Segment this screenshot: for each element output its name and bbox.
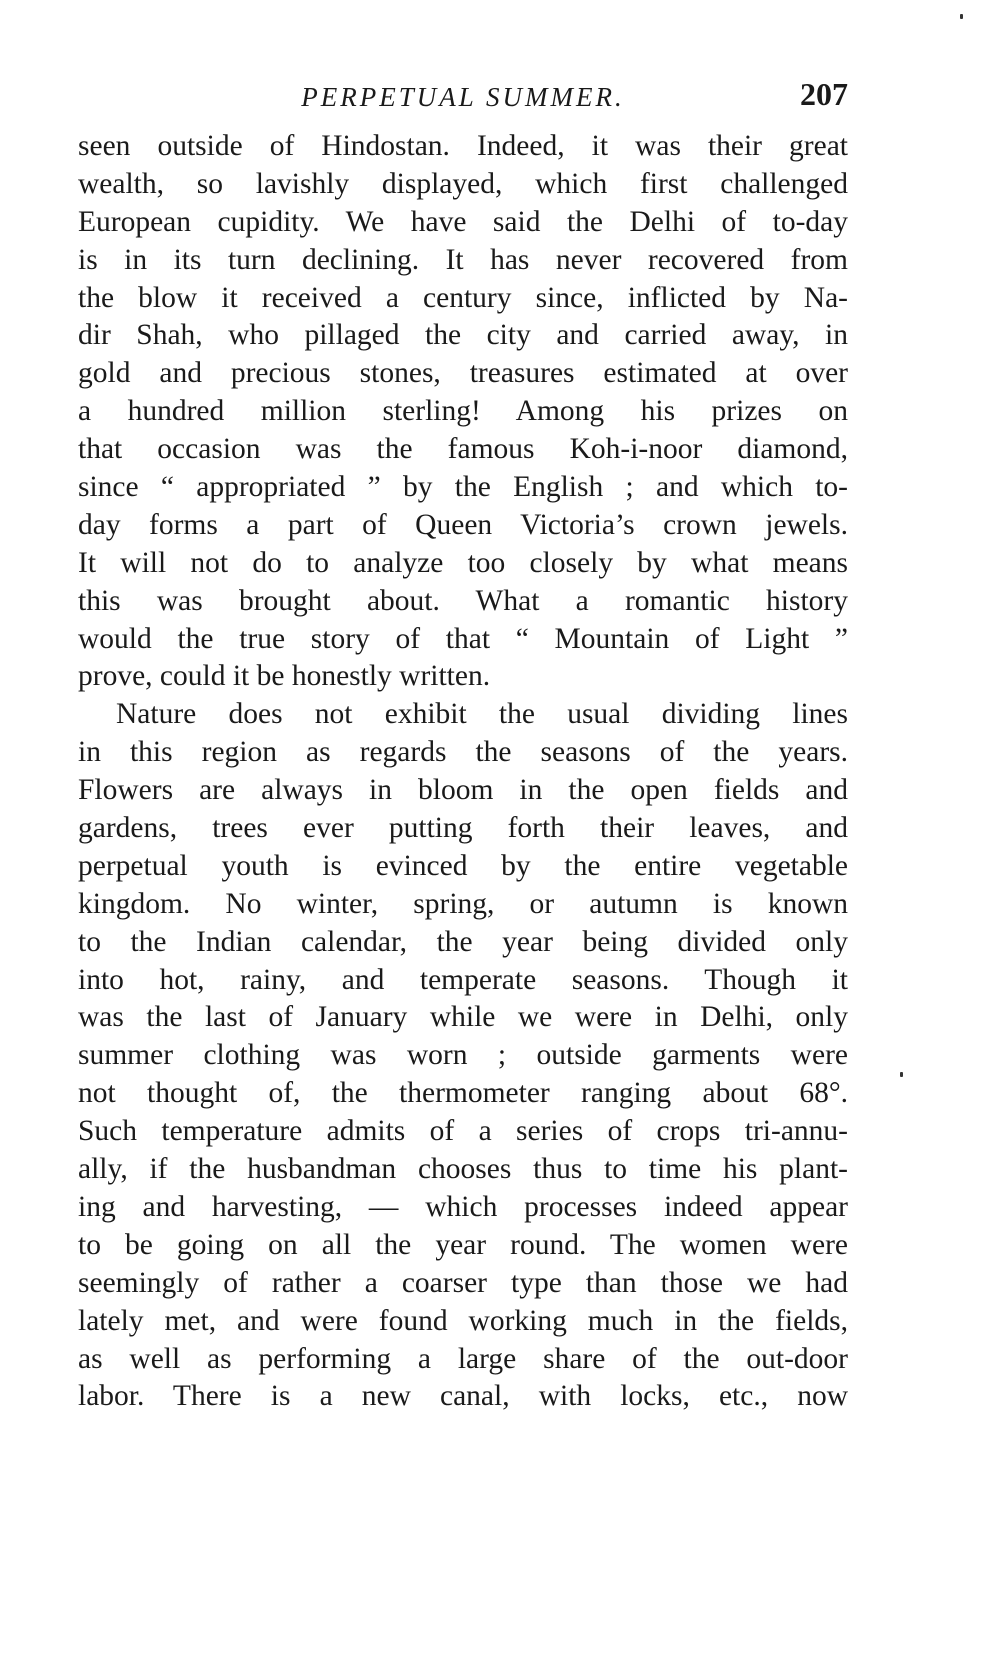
text-line: in this region as regards the seasons of the years.	[78, 736, 848, 769]
text-line: prove, could it be honestly written.	[78, 660, 491, 693]
text-line: gardens, trees ever putting forth their leaves, and	[78, 812, 848, 845]
scan-speck	[960, 14, 963, 19]
text-line: into hot, rainy, and temperate seasons. Though it	[78, 963, 848, 996]
running-title: PERPETUAL SUMMER.	[301, 82, 625, 112]
text-line: gold and precious stones, treasures estimated at over	[78, 357, 848, 390]
text-line: lately met, and were found working much in the fields,	[78, 1304, 848, 1337]
text-line: European cupidity. We have said the Delhi of to-day	[78, 205, 848, 238]
text-line: a hundred million sterling! Among his prizes on	[78, 395, 848, 428]
scan-speck	[900, 1072, 903, 1077]
text-line: to be going on all the year round. The women were	[78, 1228, 848, 1261]
body-text	[78, 128, 848, 1416]
text-line: day forms a part of Queen Victoria’s crown jewels.	[78, 508, 848, 541]
text-line: Nature does not exhibit the usual dividing lines	[116, 698, 848, 731]
text-line: ing and harvesting, — which processes indeed appear	[78, 1190, 848, 1223]
text-line: Flowers are always in bloom in the open fields and	[78, 774, 848, 807]
text-line: seemingly of rather a coarser type than those we had	[78, 1266, 848, 1299]
text-line: Such temperature admits of a series of crops tri-annu-	[78, 1115, 848, 1148]
text-line: would the true story of that “ Mountain of Light ”	[78, 622, 848, 655]
text-line: wealth, so lavishly displayed, which first challenged	[78, 167, 848, 200]
text-line: since “ appropriated ” by the English ; and which to-	[78, 471, 848, 504]
text-line: labor. There is a new canal, with locks, etc., now	[78, 1380, 848, 1413]
text-line: seen outside of Hindostan. Indeed, it was their great	[78, 130, 848, 162]
paragraph-2	[78, 696, 848, 1416]
text-line: not thought of, the thermometer ranging about 68°.	[78, 1077, 848, 1110]
text-line: is in its turn declining. It has never recovered from	[78, 243, 848, 276]
text-line: that occasion was the famous Koh-i-noor diamond,	[78, 433, 848, 466]
page-number: 207	[800, 76, 848, 112]
text-line: perpetual youth is evinced by the entire vegetable	[78, 849, 848, 882]
text-line: was the last of January while we were in Delhi, only	[78, 1001, 848, 1034]
text-line: It will not do to analyze too closely by what means	[78, 546, 848, 579]
text-line: ally, if the husbandman chooses thus to time his plant-	[78, 1153, 848, 1186]
text-line: kingdom. No winter, spring, or autumn is known	[78, 887, 848, 920]
paragraph-1	[78, 128, 848, 696]
text-line: as well as performing a large share of the out-door	[78, 1342, 848, 1375]
running-head	[78, 76, 848, 128]
text-line: this was brought about. What a romantic history	[78, 584, 848, 617]
book-page	[78, 76, 848, 1416]
text-line: dir Shah, who pillaged the city and carried away, in	[78, 319, 848, 352]
text-line: summer clothing was worn ; outside garments were	[78, 1039, 848, 1072]
text-line: the blow it received a century since, inflicted by Na-	[78, 281, 848, 314]
text-line: to the Indian calendar, the year being divided only	[78, 925, 848, 958]
